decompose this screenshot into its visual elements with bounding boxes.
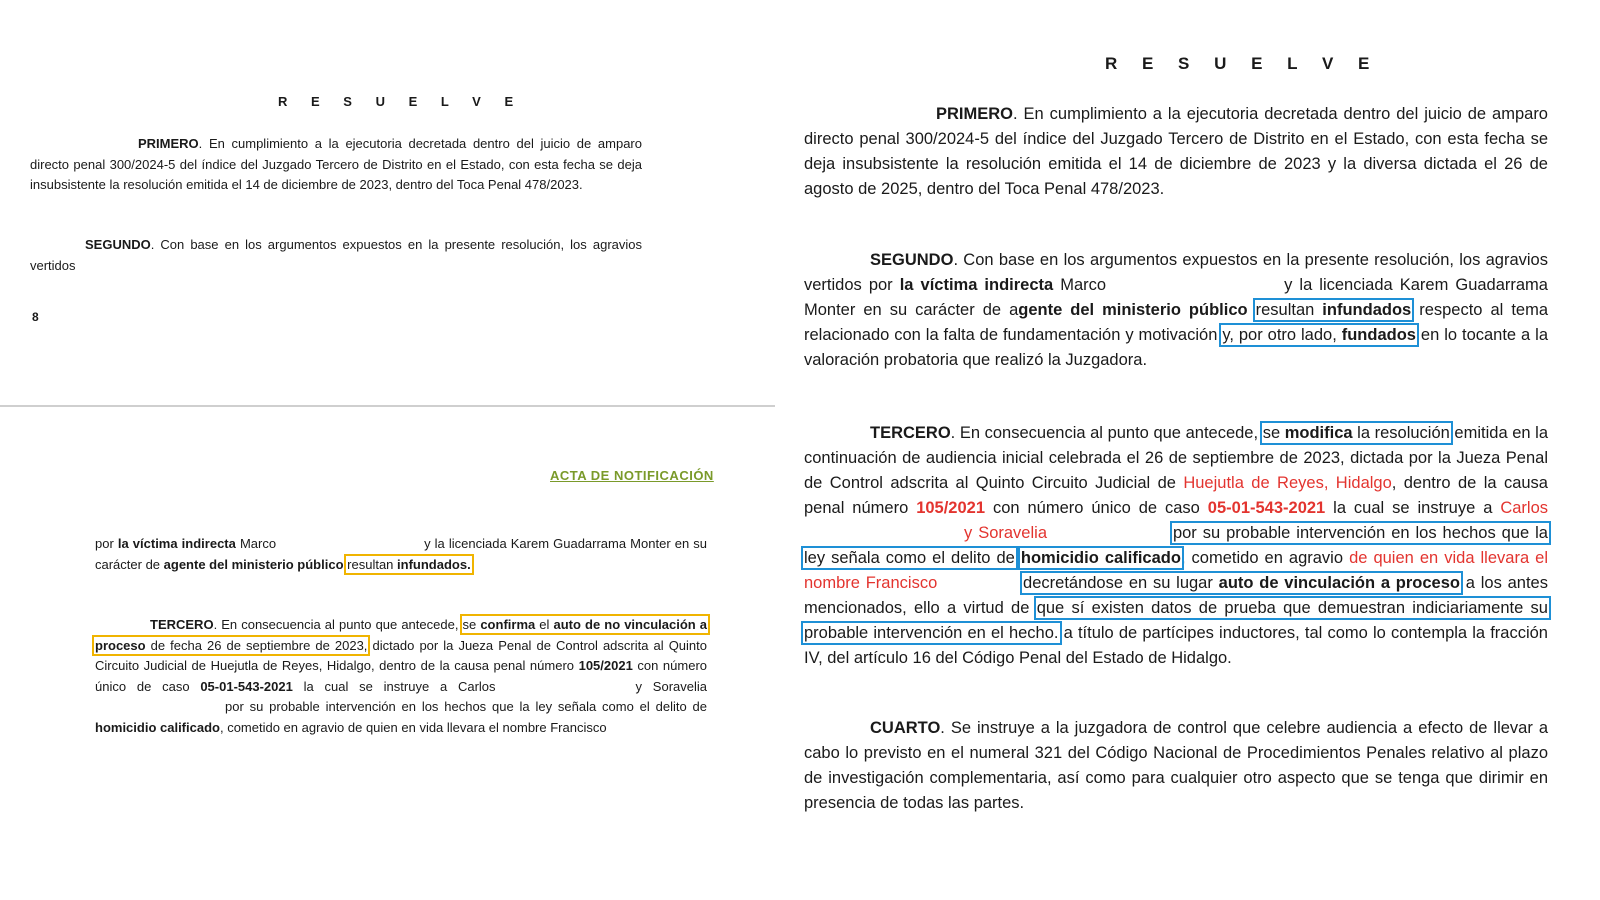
acta-notificacion-heading: ACTA DE NOTIFICACIÓN [550, 468, 714, 483]
hl-se: se [462, 617, 481, 632]
left-tercero-text-3: con número único de caso [95, 658, 708, 694]
hl-r-decretandose: decretándose en su lugar [1023, 574, 1219, 592]
highlight-datos-prueba: que sí existen datos de prueba que demuestran indiciariamente su probable intervención en el hecho. [804, 599, 1548, 642]
highlight-resultan-infundados [347, 557, 471, 572]
highlight-confirma-auto [463, 617, 708, 632]
hl-r-auto-vinculacion: auto de vinculación a proceso [1218, 574, 1460, 592]
right-tercero-text-7: a los antes mencionados, ello a virtud de [804, 574, 1548, 617]
left-tercero-text-4: la cual se instruye a Carlos [292, 678, 496, 694]
right-tercero-text-3: , dentro de la causa penal número [804, 474, 1548, 517]
highlight-proceso-fecha [95, 638, 367, 653]
right-tercero-text-2: emitida en la continuación de audiencia inicial celebrada el 26 de septiembre de 2023, dictada por la Jueza Penal de Control adscrita al Quinto Circuito Judicial de [804, 424, 1549, 492]
hl-r-homicidio: homicidio calificado [1020, 549, 1181, 567]
right-resuelve-title: R E S U E L V E [1105, 54, 1380, 73]
hl-infundados: infundados. [397, 556, 471, 572]
hl-r-la-resolucion: la resolución [1352, 424, 1450, 442]
right-tercero-text-1: . En consecuencia al punto que antecede, [950, 424, 1259, 442]
hl-resultan: resultan [347, 556, 398, 572]
right-segundo-text-3: y la licenciada Karem Guadarrama Monter en su carácter de a [804, 276, 1548, 319]
right-segundo-text-1: . Con base en los argumentos expuestos en la presente resolución, los agravios vertidos por [804, 251, 1548, 294]
right-tercero-label: TERCERO [870, 424, 951, 442]
hl-confirma: confirma [480, 617, 536, 632]
right-segundo-paragraph [804, 248, 1548, 373]
left-document-panel [0, 0, 775, 900]
left-tercero-text-2: dictado por la Jueza Penal de Control adscrita al Quinto Circuito Judicial de Huejutla de Reyes, Hidalgo, dentro de la causa penal número [95, 637, 707, 673]
right-primero-paragraph [804, 102, 1548, 202]
left-resuelve-title: R E S U E L V E [278, 94, 524, 109]
left-tercero-paragraph [95, 615, 707, 738]
red-soravelia: Soravelia [978, 524, 1047, 542]
hl-auto-no-vinculacion: auto de no vinculación a [553, 617, 708, 632]
red-y: y [964, 524, 973, 542]
right-primero-text: . En cumplimiento a la ejecutoria decretada dentro del juicio de amparo directo penal 300/2024-5 del índice del Juzgado Tercero de Distrito en el Estado, con esta fecha se deja insubsistente la resolución emitida el 14 de diciembre de 2023 y la diversa dictada el 26 de agosto de 2025, dentro del Toca Penal 478/2023. [804, 105, 1548, 198]
left-cont-agente: agente del ministerio público [163, 556, 344, 572]
highlight-resultan-infundados-right [1256, 301, 1412, 319]
right-tercero-text-8: a título de partícipes inductores, tal como lo contempla la fracción IV, del artículo 16 del Código Penal del Estado de Hidalgo. [804, 624, 1548, 667]
hl-r-infundados: infundados [1322, 301, 1412, 319]
right-document-panel [800, 0, 1600, 900]
hl-r-modifica: modifica [1284, 424, 1353, 442]
left-cont-text-1: por [95, 536, 118, 551]
red-francisco: de quien en vida llevara el nombre Francisco [804, 549, 1548, 592]
hl-el: el [535, 617, 554, 632]
left-caso-number: 05-01-543-2021 [200, 678, 293, 694]
hl-r-se: se [1262, 424, 1285, 442]
highlight-modifica-resolucion [1263, 424, 1450, 442]
left-tercero-label: TERCERO [150, 617, 214, 632]
right-tercero-paragraph [804, 421, 1548, 671]
left-cont-text-3: y la licenciada Karem Guadarrama Monter en su carácter de [95, 536, 707, 572]
hl-proceso: proceso [95, 637, 146, 653]
red-causa-number: 105/2021 [916, 499, 986, 517]
left-segundo-label: SEGUNDO [85, 237, 151, 252]
right-cuarto-label: CUARTO [870, 719, 941, 737]
right-primero-label: PRIMERO [936, 105, 1014, 123]
hl-r-resultan: resultan [1255, 301, 1323, 319]
hl-r-fundados: fundados [1341, 326, 1416, 344]
left-primero-paragraph [30, 134, 642, 196]
left-cont-marco: Marco [235, 536, 277, 551]
page-marker: 8 [32, 310, 39, 324]
right-segundo-agente: gente del ministerio público [1018, 301, 1248, 319]
right-segundo-marco: Marco [1053, 276, 1107, 294]
page-divider [0, 405, 775, 407]
right-tercero-text-6: , cometido en agravio [1180, 549, 1350, 567]
right-cuarto-paragraph [804, 716, 1548, 816]
right-segundo-label: SEGUNDO [870, 251, 954, 269]
right-tercero-text-4: con número único de caso [985, 499, 1208, 517]
left-causa-number: 105/2021 [578, 658, 633, 673]
right-segundo-victima: la víctima indirecta [899, 276, 1054, 294]
left-tercero-text-6: por su probable intervención en los hechos que la ley señala como el delito de [225, 699, 707, 714]
left-primero-label: PRIMERO [138, 136, 199, 151]
red-carlos: Carlos [1500, 499, 1548, 517]
left-segundo-text: . Con base en los argumentos expuestos en la presente resolución, los agravios vertidos [30, 237, 642, 273]
left-tercero-text-1: . En consecuencia al punto que antecede, [213, 617, 459, 632]
left-cont-victima: la víctima indirecta [117, 536, 236, 551]
red-huejutla: Huejutla de Reyes, Hidalgo [1183, 474, 1392, 492]
red-caso-number: 05-01-543-2021 [1207, 499, 1326, 517]
left-segundo-paragraph [30, 235, 642, 276]
right-cuarto-text: . Se instruye a la juzgadora de control que celebre audiencia a efecto de llevar a cabo lo previsto en el numeral 321 del Código Nacional de Procedimientos Penales relativo al plazo de investigación complementaria, así como para cualquier otro aspecto que se tenga que dirimir en presencia de todas las partes. [804, 719, 1548, 812]
right-segundo-text-5: en lo tocante a la valoración probatoria que realizó la Juzgadora. [804, 326, 1548, 369]
highlight-auto-vinculacion [1023, 574, 1460, 592]
left-delito: homicidio calificado [95, 719, 220, 735]
left-continuation-paragraph [95, 534, 707, 575]
highlight-homicidio-calificado [1021, 549, 1181, 567]
hl-fecha: de fecha 26 de septiembre de 2023, [145, 637, 368, 653]
highlight-probable-intervencion: por su probable intervención en los hechos que la ley señala como el delito de [804, 524, 1548, 567]
highlight-fundados [1222, 326, 1416, 344]
left-tercero-text-7: , cometido en agravio de quien en vida llevara el nombre Francisco [219, 719, 607, 735]
left-tercero-text-5: y Soravelia [635, 678, 708, 694]
hl-r-por-otro-lado: y, por otro lado, [1222, 326, 1342, 344]
right-segundo-text-4: respecto al tema relacionado con la falta de fundamentación y motivación [804, 301, 1548, 344]
left-primero-text: . En cumplimiento a la ejecutoria decretada dentro del juicio de amparo directo penal 300/2024-5 del índice del Juzgado Tercero de Distrito en el Estado, con esta fecha se deja insubsistente la resolución emitida el 14 de diciembre de 2023, dentro del Toca Penal 478/2023. [30, 136, 642, 192]
right-tercero-text-5: la cual se instruye a [1325, 499, 1501, 517]
